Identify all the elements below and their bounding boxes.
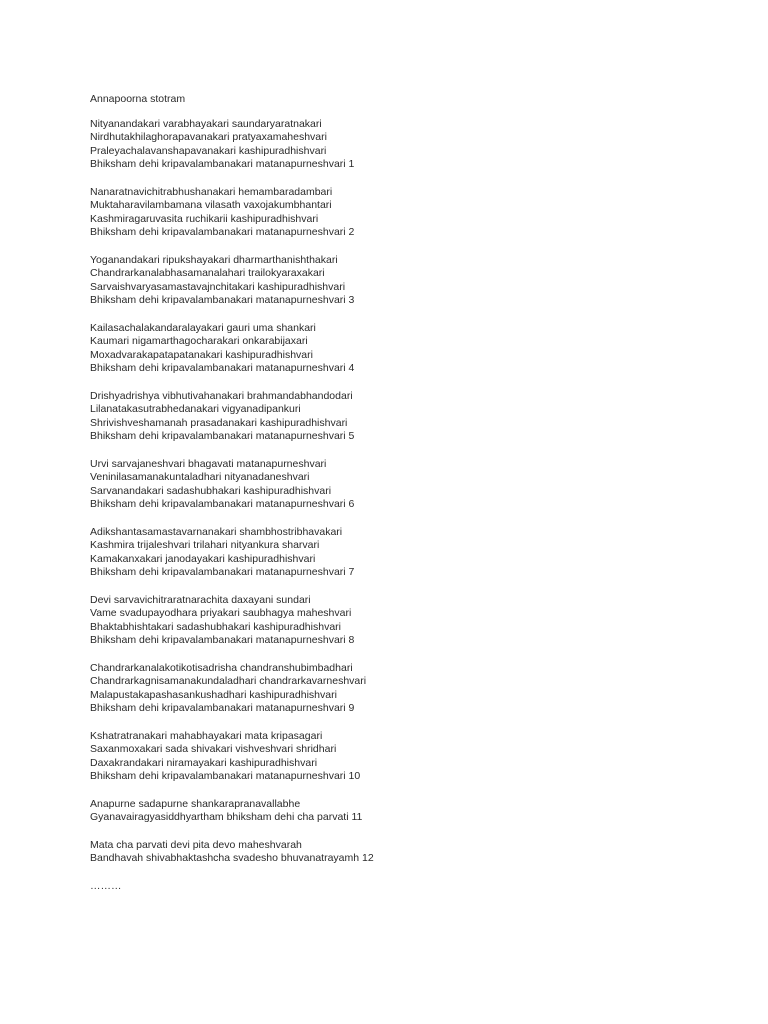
stanza-line: Bhiksham dehi kripavalambanakari matanapurneshvari 5 [90, 430, 355, 442]
stanza-line: Chandrarkagnisamanakundaladhari chandrarkavarneshvari [90, 675, 367, 687]
stanza-line: Yoganandakari ripukshayakari dharmarthanishthakari [90, 253, 338, 266]
stanza-line: Kshatratranakari mahabhayakari mata kripasagari [90, 729, 323, 742]
stanza-line: Nanaratnavichitrabhushanakari hemambaradambari [90, 185, 333, 198]
stanza-line: Sarvaishvaryasamastavajnchitakari kashipuradhishvari [90, 280, 346, 293]
stanza-line: Adikshantasamastavarnanakari shambhostribhavakari [90, 525, 343, 538]
ending-ellipsis: ……… [90, 879, 122, 892]
stanza [90, 730, 730, 784]
stanza-line: Urvi sarvajaneshvari bhagavati matanapurneshvari [90, 457, 327, 470]
stanza [90, 254, 730, 308]
stanza [90, 322, 730, 376]
stanza-line: Bhiksham dehi kripavalambanakari matanapurneshvari 3 [90, 294, 355, 306]
stanza-line: Muktaharavilambamana vilasath vaxojakumbhantari [90, 199, 332, 211]
stanza-line: Devi sarvavichitraratnarachita daxayani sundari [90, 593, 311, 606]
stanza-line: Bhiksham dehi kripavalambanakari matanapurneshvari 7 [90, 566, 355, 578]
stanza-line: Kamakanxakari janodayakari kashipuradhishvari [90, 552, 316, 565]
stanza-line: Drishyadrishya vibhutivahanakari brahmandabhandodari [90, 389, 353, 402]
stanza-line: Moxadvarakapatapatanakari kashipuradhishvari [90, 348, 313, 361]
stanza [90, 662, 730, 716]
stanza [90, 186, 730, 240]
stanza-line: Nirdhutakhilaghorapavanakari pratyaxamaheshvari [90, 131, 327, 143]
stanza-list [90, 118, 730, 866]
document-title: Annapoorna stotram [90, 93, 186, 105]
stanza-line: Sarvanandakari sadashubhakari kashipuradhishvari [90, 484, 332, 497]
stanza-line: Chandrarkanalabhasamanalahari trailokyaraxakari [90, 267, 325, 279]
stanza [90, 526, 730, 580]
stanza [90, 458, 730, 512]
stanza-line: Kailasachalakandaralayakari gauri uma shankari [90, 321, 316, 334]
stanza-line: Malapustakapashasankushadhari kashipuradhishvari [90, 688, 337, 701]
stanza-line: Kaumari nigamarthagocharakari onkarabijaxari [90, 335, 308, 347]
stanza-line: Bhiksham dehi kripavalambanakari matanapurneshvari 6 [90, 498, 355, 510]
stanza-line: Daxakrandakari niramayakari kashipuradhishvari [90, 756, 318, 769]
stanza-line: Mata cha parvati devi pita devo maheshvarah [90, 838, 302, 851]
stanza-line: Praleyachalavanshapavanakari kashipuradhishvari [90, 144, 327, 157]
stanza-line: Bhiksham dehi kripavalambanakari matanapurneshvari 1 [90, 158, 355, 170]
stanza-line: Lilanatakasutrabhedanakari vigyanadipankuri [90, 403, 301, 415]
stanza [90, 390, 730, 444]
document-body [90, 93, 730, 893]
stanza-line: Veninilasamanakuntaladhari nityanadaneshvari [90, 471, 310, 483]
stanza-line: Saxanmoxakari sada shivakari vishveshvari shridhari [90, 743, 337, 755]
stanza-line: Bhiksham dehi kripavalambanakari matanapurneshvari 4 [90, 362, 355, 374]
stanza-line: Bhiksham dehi kripavalambanakari matanapurneshvari 2 [90, 226, 355, 238]
stanza-line: Kashmiragaruvasita ruchikarii kashipuradhishvari [90, 212, 319, 225]
stanza-line: Shrivishveshamanah prasadanakari kashipuradhishvari [90, 416, 348, 429]
stanza [90, 594, 730, 648]
stanza-line: Vame svadupayodhara priyakari saubhagya maheshvari [90, 607, 352, 619]
stanza-line: Bhiksham dehi kripavalambanakari matanapurneshvari 8 [90, 634, 355, 646]
stanza-line: Kashmira trijaleshvari trilahari nityankura sharvari [90, 539, 320, 551]
stanza [90, 118, 730, 172]
stanza-line: Bhaktabhishtakari sadashubhakari kashipuradhishvari [90, 620, 341, 633]
stanza [90, 839, 730, 866]
stanza-line: Bhiksham dehi kripavalambanakari matanapurneshvari 9 [90, 702, 355, 714]
stanza-line: Bhiksham dehi kripavalambanakari matanapurneshvari 10 [90, 770, 361, 782]
stanza-line: Nityanandakari varabhayakari saundaryaratnakari [90, 117, 322, 130]
stanza-line: Anapurne sadapurne shankarapranavallabhe [90, 797, 301, 810]
stanza-line: Gyanavairagyasiddhyartham bhiksham dehi cha parvati 11 [90, 811, 363, 823]
stanza-line: Chandrarkanalakotikotisadrisha chandranshubimbadhari [90, 661, 353, 674]
stanza-line: Bandhavah shivabhaktashcha svadesho bhuvanatrayamh 12 [90, 852, 374, 864]
stanza [90, 798, 730, 825]
